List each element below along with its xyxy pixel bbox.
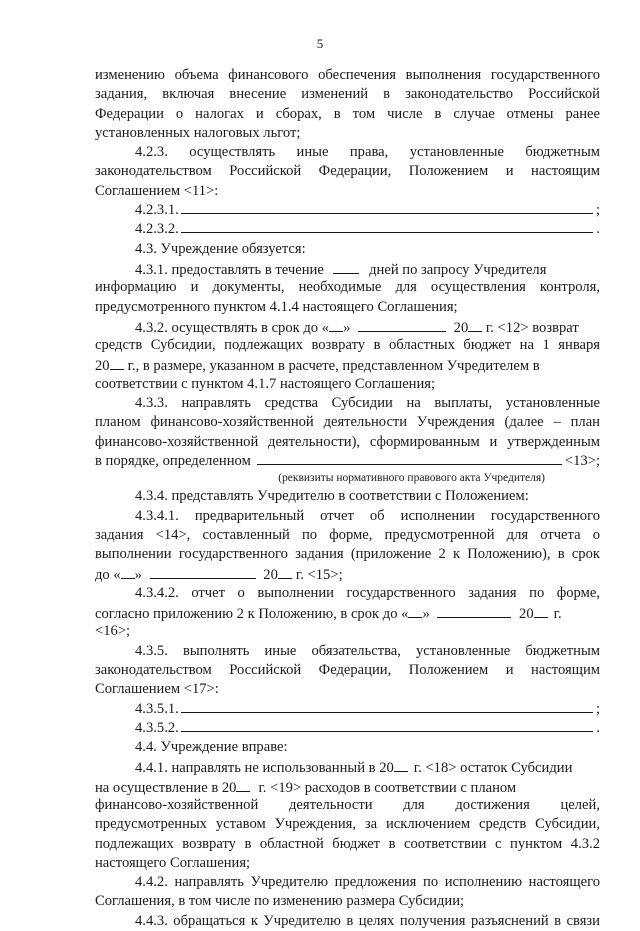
- section-heading: 4.3. Учреждение обязуется:: [135, 240, 306, 257]
- text-line: [95, 757, 600, 776]
- item-end: ;: [595, 202, 600, 219]
- text-line: [95, 317, 600, 336]
- fill-line: [95, 452, 600, 471]
- text-part: 20: [519, 606, 534, 623]
- blank-field[interactable]: [236, 777, 250, 792]
- document-body: [95, 66, 600, 931]
- text-part: 4.3.2. осуществлять в срок до «: [135, 319, 330, 336]
- blank-field[interactable]: [181, 731, 594, 732]
- section-heading: 4.4. Учреждение вправе:: [135, 739, 288, 756]
- blank-field[interactable]: [534, 603, 548, 618]
- text-line: [95, 259, 600, 278]
- blank-field[interactable]: [121, 564, 135, 579]
- text-part: 4.4.1. направлять не использованный в 20: [135, 760, 394, 777]
- field-caption: (реквизиты нормативного правового акта Учредителя): [278, 472, 545, 485]
- text-line: задания <14>, составленный по форме, предусмотренной для отчета о: [95, 526, 600, 543]
- text-line: 4.3.5. выполнять иные обязательства, установленные бюджетным: [135, 642, 600, 659]
- blank-field[interactable]: [358, 317, 446, 332]
- fill-line: [95, 719, 600, 738]
- text-line: 4.4.3. обращаться к Учредителю в целях получения разъяснений в связи: [135, 912, 600, 929]
- item-label: 4.2.3.1.: [135, 202, 179, 219]
- text-line: 4.3.4. представлять Учредителю в соответствии с Положением:: [135, 488, 529, 505]
- blank-field[interactable]: [408, 603, 422, 618]
- blank-field[interactable]: [278, 564, 292, 579]
- text-part: на осуществление в 20: [95, 779, 237, 796]
- text-part: 4.3.1. предоставлять в течение: [135, 261, 324, 278]
- text-line: средств Субсидии, подлежащих возврату в областных бюджет на 1 января: [95, 337, 600, 354]
- text-line: настоящего Соглашения;: [95, 854, 251, 871]
- text-part: г. <15>;: [295, 567, 343, 584]
- text-line: Федерации о налогах и сборах, в том числе в случае отмены ранее: [95, 105, 600, 122]
- text-part: до «: [95, 567, 121, 584]
- blank-field[interactable]: [394, 757, 408, 772]
- item-end: ;: [595, 700, 600, 717]
- text-part: 20: [95, 358, 110, 375]
- text-line: планом финансово-хозяйственной деятельности Учреждения (далее – план: [95, 414, 600, 431]
- text-line: Соглашения, в том числе по изменению размера Субсидии;: [95, 893, 465, 910]
- blank-field[interactable]: [110, 355, 124, 370]
- text-part: 20: [263, 567, 278, 584]
- text-line: Соглашением <17>:: [95, 681, 219, 698]
- blank-field[interactable]: [333, 259, 359, 274]
- text-line: 4.2.3. осуществлять иные права, установленные бюджетным: [135, 144, 600, 161]
- item-label: 4.3.5.2.: [135, 719, 179, 736]
- fill-line: [95, 700, 600, 719]
- text-line: 4.3.4.1. предварительный отчет об исполнении государственного: [135, 507, 600, 524]
- item-label: 4.2.3.2.: [135, 221, 179, 238]
- text-line: соответствии с пунктом 4.1.7 настоящего Соглашения;: [95, 375, 436, 392]
- blank-field[interactable]: [181, 213, 593, 214]
- text-part: »: [343, 319, 351, 336]
- text-line: [95, 603, 600, 622]
- text-line: финансово-хозяйственной деятельности для достижения целей,: [95, 796, 600, 813]
- text-line: предусмотренного пунктом 4.1.4 настоящего Соглашения;: [95, 298, 458, 315]
- blank-field[interactable]: [437, 603, 511, 618]
- text-line: [95, 777, 600, 796]
- text-line: финансово-хозяйственной деятельности), сформированным и утвержденным: [95, 433, 600, 450]
- text-part: в порядке, определенном: [95, 452, 251, 469]
- text-line: 4.3.4.2. отчет о выполнении государственного задания по форме,: [135, 584, 600, 601]
- text-part: г., в размере, указанном в расчете, представленном Учредителем в: [127, 358, 540, 375]
- text-line: Соглашением <11>:: [95, 182, 219, 199]
- text-line: подлежащих возврату в областной бюджет в соответствии с пунктом 4.3.2: [95, 835, 600, 852]
- text-part: »: [134, 567, 142, 584]
- blank-field[interactable]: [468, 317, 482, 332]
- fill-line: [95, 220, 600, 239]
- text-part: 20: [453, 319, 469, 336]
- text-line: установленных налоговых льгот;: [95, 124, 301, 141]
- text-line: <16>;: [95, 623, 131, 640]
- text-part: г. <12> возврат: [485, 319, 579, 336]
- text-line: 4.3.3. направлять средства Субсидии на выплаты, установленные: [135, 395, 600, 412]
- text-line: задания, включая внесение изменений в законодательство Российской: [95, 86, 600, 103]
- text-part: согласно приложению 2 к Положению, в срок до «: [95, 606, 409, 623]
- blank-field[interactable]: [150, 564, 256, 579]
- item-label: 4.3.5.1.: [135, 700, 179, 717]
- text-line: 4.4.2. направлять Учредителю предложения по исполнению настоящего: [135, 874, 600, 891]
- blank-field[interactable]: [181, 712, 593, 713]
- blank-field[interactable]: [329, 317, 343, 332]
- text-part: г. <18> остаток Субсидии: [413, 760, 573, 777]
- text-line: законодательством Российской Федерации, Положением и настоящим: [95, 661, 600, 678]
- text-line: [95, 564, 600, 583]
- blank-field[interactable]: [257, 464, 562, 465]
- blank-field[interactable]: [181, 232, 594, 233]
- text-line: выполнении государственного задания (приложение 2 к Положению), в срок: [95, 546, 600, 563]
- item-end: .: [596, 221, 600, 238]
- text-line: законодательством Российской Федерации, Положением и настоящим: [95, 163, 600, 180]
- page-number: 5: [316, 36, 324, 51]
- text-part: г. <19> расходов в соответствии с планом: [258, 779, 517, 796]
- fill-line: [95, 201, 600, 220]
- text-line: изменению объема финансового обеспечения выполнения государственного: [95, 67, 600, 83]
- text-part: дней по запросу Учредителя: [369, 261, 547, 278]
- text-part: »: [422, 606, 430, 623]
- text-line: предусмотренных уставом Учреждения, за исключением средств Субсидии,: [95, 816, 600, 833]
- text-part: <13>;: [564, 452, 600, 469]
- text-part: г.: [553, 606, 562, 623]
- text-line: информацию и документы, необходимые для осуществления контроля,: [95, 279, 600, 296]
- item-end: .: [596, 719, 600, 736]
- text-line: [95, 355, 600, 374]
